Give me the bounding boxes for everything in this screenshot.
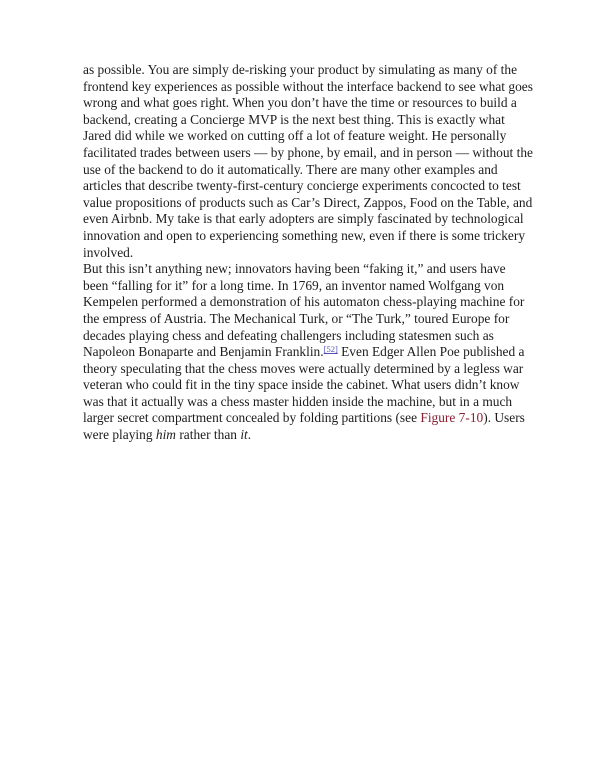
paragraph: as possible. You are simply de-risking your product by simulating as many of the frontend key experiences as possible without the interface backend to see what goes wrong and what goes right. When you don’t have the time or resources to build a backend, creating a Concierge MVP is the next best thing. This is exactly what Jared did while we worked on cutting off a lot of feature weight. He personally facilitated trades between users — by phone, by email, and in person — without the use of the backend to do it automatically. There are many other examples and articles that describe twenty-first-century concierge experiments concocted to test value propositions of products such as Car’s Direct, Zappos, Food on the Table, and even Airbnb. My take is that early adopters are simply fascinated by technological innovation and open to experiencing something new, even if there is some trickery involved. (83, 62, 533, 260)
emphasized-text: him (155, 427, 176, 443)
body-text-block (83, 62, 533, 444)
footnote-superscript (324, 344, 338, 354)
emphasized-text: it (240, 427, 248, 443)
footnote-ref-link[interactable]: [52] (323, 344, 338, 355)
figure-reference-link[interactable]: Figure 7-10 (420, 410, 484, 426)
paragraph: But this isn’t anything new; innovators having been “faking it,” and users have been “falling for it” for a long time. In 1769, an inventor named Wolfgang von Kempelen performed a demonstration of his automaton chess-playing machine for the empress of Austria. The Mechanical Turk, or “The Turk,” toured Europe for decades playing chess and defeating challengers including statesmen such as Napoleon Bonaparte and Benjamin Franklin.[52] Even Edger Allen Poe published a theory speculating that the chess moves were actually determined by a legless war veteran who could fit in the tiny space inside the cabinet. What users didn’t know was that it actually was a chess master hidden inside the machine, but in a much larger secret compartment concealed by folding partitions (see Figure 7-10). Users were playing him rather than it. (83, 261, 525, 443)
